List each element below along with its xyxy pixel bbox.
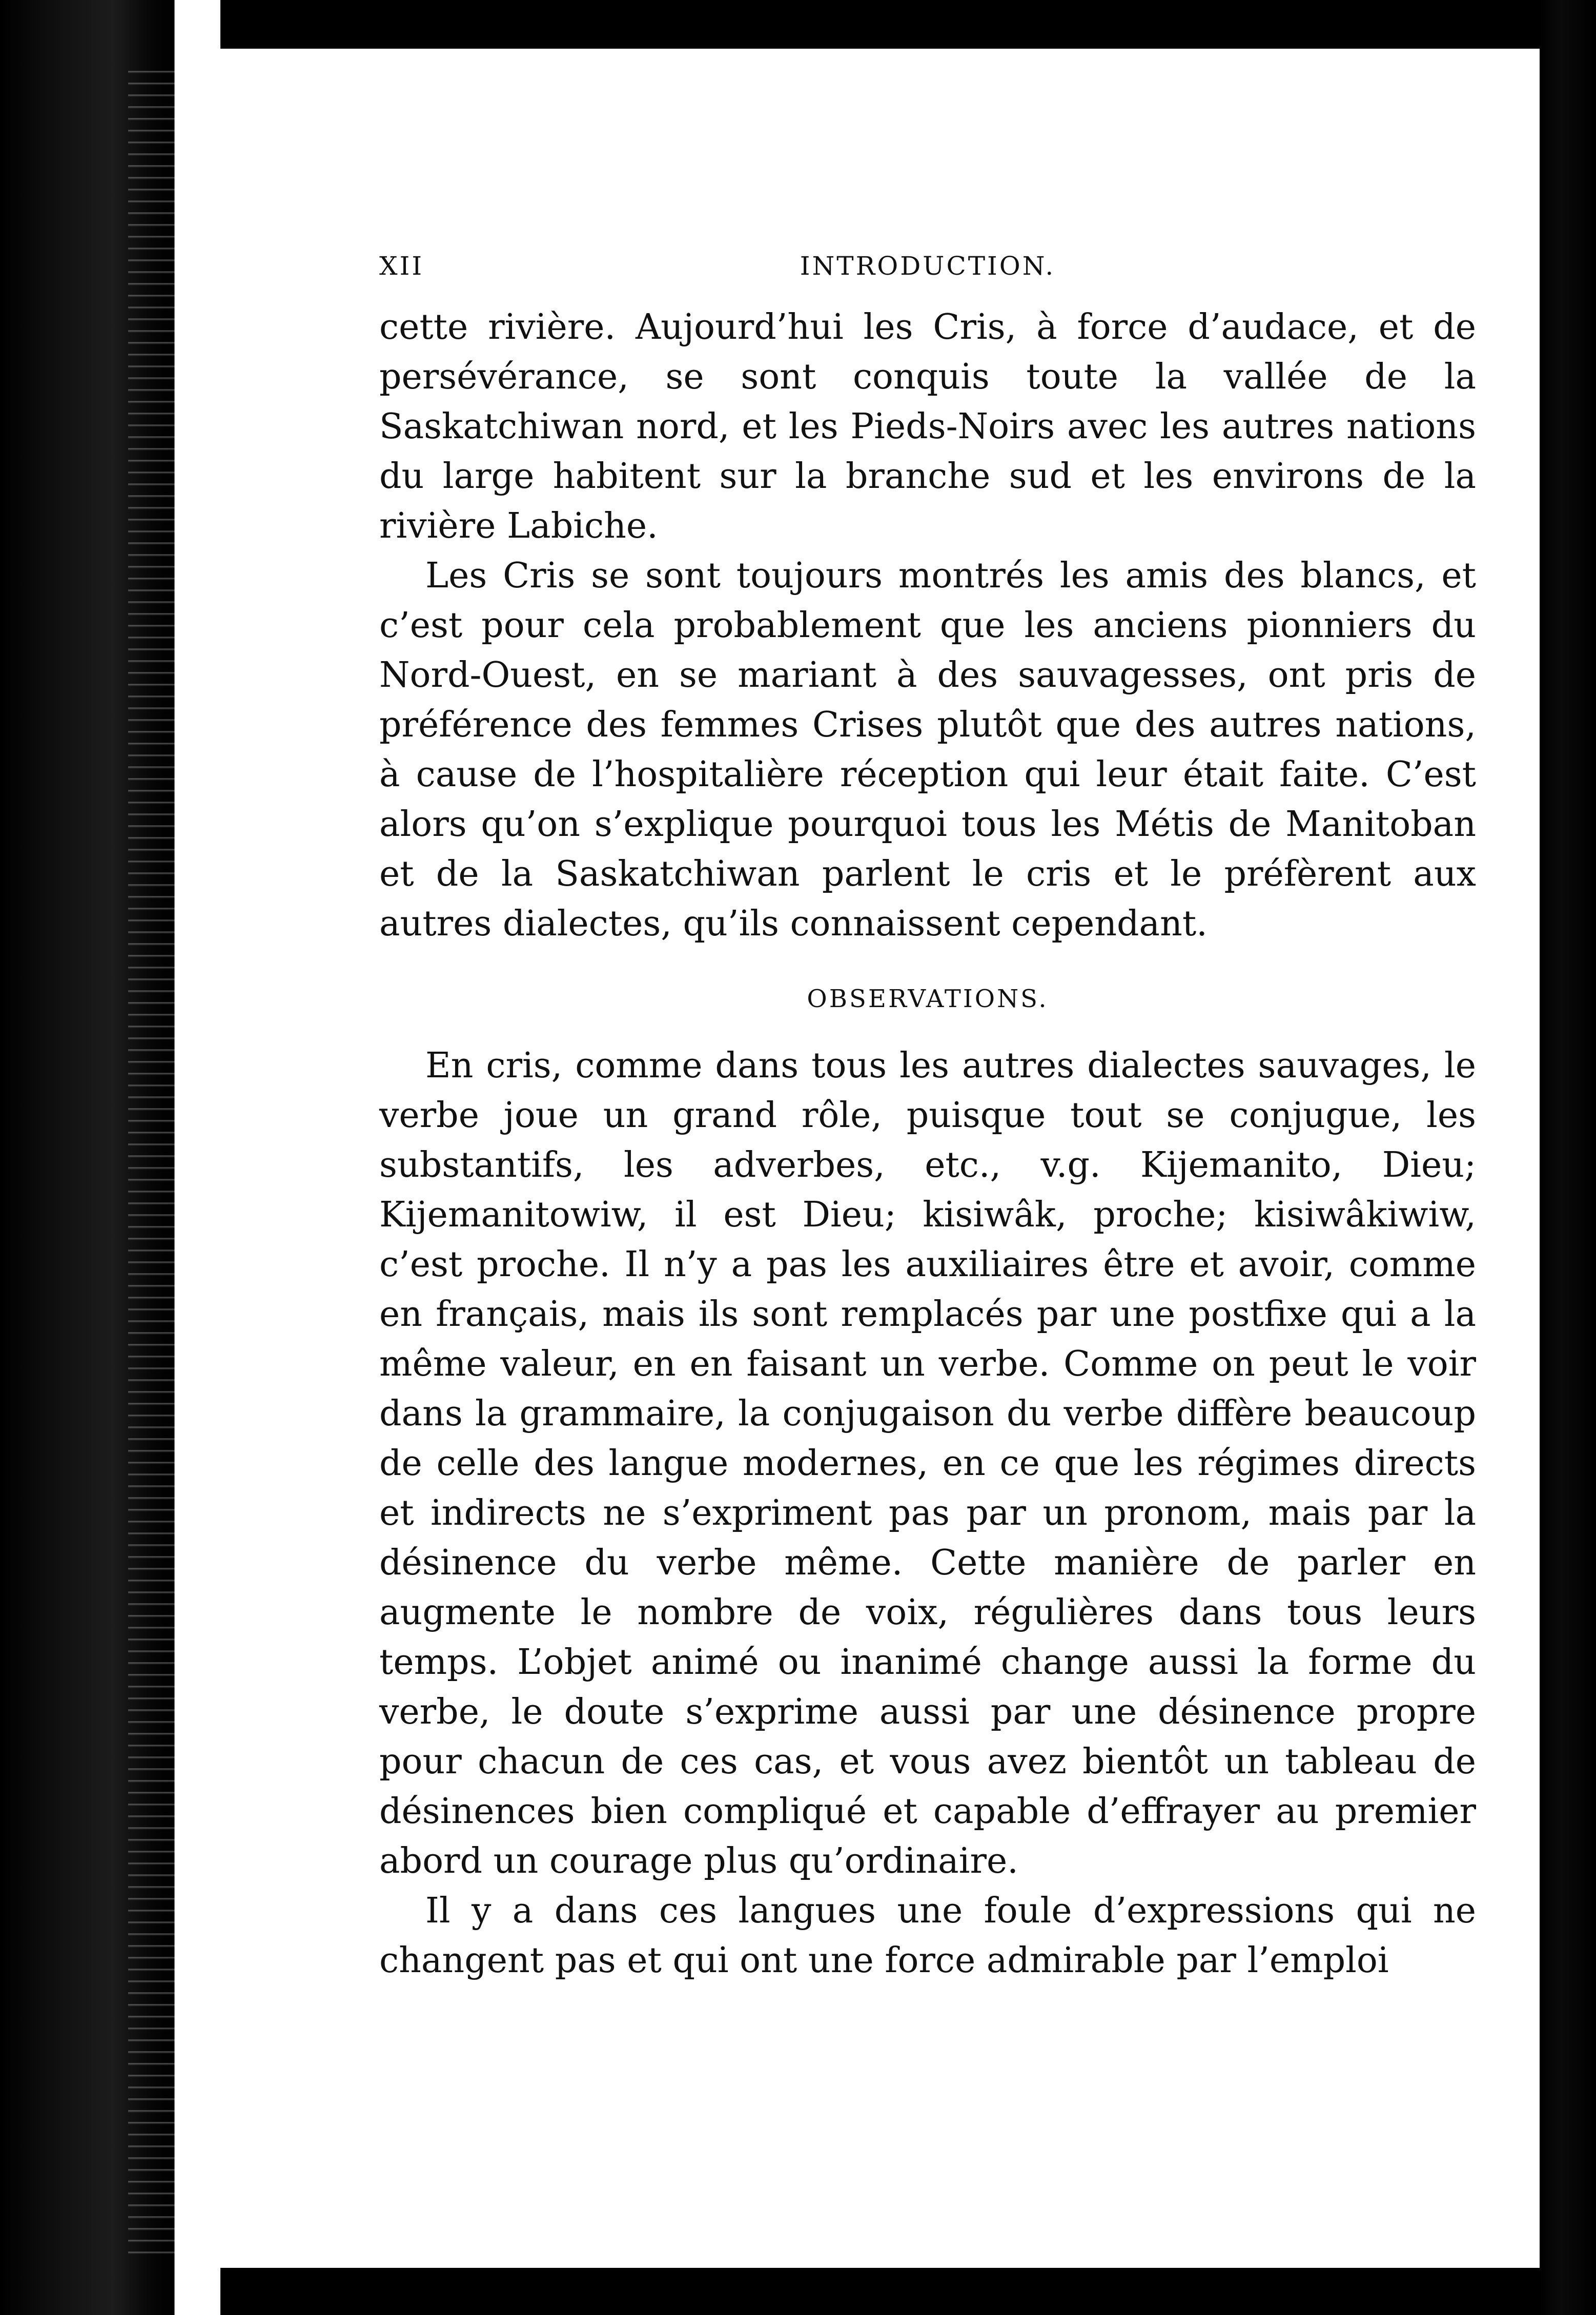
- running-title: INTRODUCTION.: [800, 251, 1056, 281]
- running-head: [379, 251, 1476, 292]
- paragraph-expressions: Il y a dans ces langues une foule d’expressions qui ne changent pas et qui ont une force admirable par l’emploi: [379, 1891, 1476, 1981]
- section-title-observations: OBSERVATIONS.: [807, 985, 1049, 1013]
- page-right-edge: [1540, 0, 1596, 2315]
- gutter-scan-streaks: [128, 62, 210, 2255]
- paragraph-cris-and-whites: Les Cris se sont toujours montrés les amis des blancs, et c’est pour cela probablement que les anciens pionniers du Nord-Ouest, en se mariant à des sauvagesses, ont pris de préférence des femmes Crises plutôt que des autres nations, à cause de l’hospitalière réception qui leur était faite. C’est alors qu’on s’explique pourquoi tous les Métis de Manitoban et de la Saskatchiwan parlent le cris et le préfèrent aux autres dialectes, qu’ils connaissent cependant.: [379, 556, 1476, 944]
- paragraph-continuation: cette rivière. Aujourd’hui les Cris, à force d’audace, et de persévérance, se sont conquis toute la vallée de la Saskatchiwan nord, et les Pieds-Noirs avec les autres nations du large habitent sur la branche sud et les environs de la rivière Labiche.: [379, 307, 1476, 546]
- page-content: [379, 251, 1476, 1985]
- paragraph-verb-role: En cris, comme dans tous les autres dialectes sauvages, le verbe joue un grand rôle, puisque tout se conjugue, les substantifs, les adverbes, etc., v.g. Kijemanito, Dieu; Kijemanitowiw, il est Dieu; kisiwâk, proche; kisiwâkiwiw, c’est proche. Il n’y a pas les auxiliaires être et avoir, comme en français, mais ils sont remplacés par une postfixe qui a la même valeur, en en faisant un verbe. Comme on peut le voir dans la grammaire, la conjugaison du verbe diffère beaucoup de celle des langue modernes, en ce que les régimes directs et indirects ne s’expriment pas par un pronom, mais par la désinence du verbe même. Cette manière de parler en augmente le nombre de voix, régulières dans tous leurs temps. L’objet animé ou inanimé change aussi la forme du verbe, le doute s’exprime aussi par une désinence propre pour chacun de ces cas, et vous avez bientôt un tableau de désinences bien compliqué et capable d’effrayer au premier abord un courage plus qu’ordinaire.: [379, 1046, 1476, 1881]
- intro-text-block: [379, 302, 1476, 949]
- observations-text-block: [379, 1041, 1476, 1985]
- page-number: XII: [379, 251, 424, 281]
